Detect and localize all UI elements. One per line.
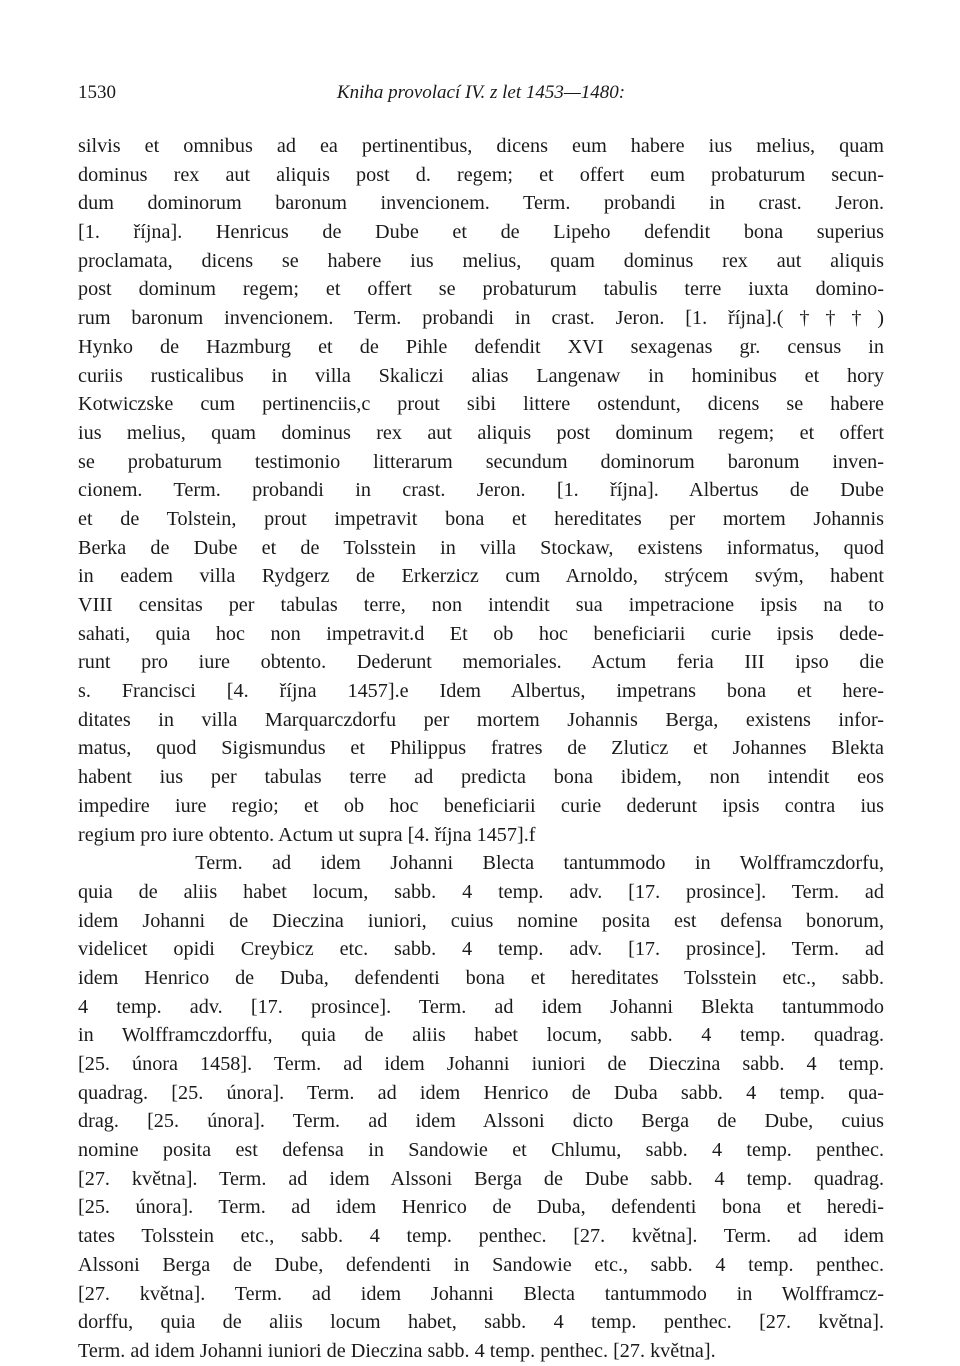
text-line: in Wolfframczdorffu, quia de aliis habet locum, sabb. 4 temp. quadrag. <box>78 1024 884 1047</box>
text-line: 4 temp. adv. [17. prosince]. Term. ad idem Johanni Blekta tantummodo <box>78 995 884 1018</box>
text-line: Term. ad idem Johanni iuniori de Dieczina sabb. 4 temp. penthec. [27. května]. <box>78 1339 716 1362</box>
text-line: sahati, quia hoc non impetravit.d Et ob hoc beneficiarii curie ipsis dede- <box>78 622 884 645</box>
text-line: idem Johanni de Dieczina iuniori, cuius nomine posita est defensa bonorum, <box>78 909 884 932</box>
text-line: Term. ad idem Johanni Blecta tantummodo in Wolfframczdorfu, <box>78 852 884 875</box>
body-text <box>78 132 884 1366</box>
text-line: impedire iure regio; et ob hoc beneficiarii curie dederunt ipsis contra ius <box>78 794 884 817</box>
text-line: runt pro iure obtento. Dederunt memoriales. Actum feria III ipso die <box>78 651 884 674</box>
text-line: proclamata, dicens se habere ius melius, quam dominus rex aut aliquis <box>78 249 884 272</box>
text-line: post dominum regem; et offert se probaturum tabulis terre iuxta domino- <box>78 278 884 301</box>
text-line: Kotwiczske cum pertinenciis,c prout sibi littere ostendunt, dicens se habere <box>78 393 884 416</box>
text-line: drag. [25. února]. Term. ad idem Alssoni dicto Berga de Dube, cuius <box>78 1110 884 1133</box>
text-line: [1. října]. Henricus de Dube et de Lipeho defendit bona superius <box>78 221 884 244</box>
text-line: dorffu, quia de aliis locum habet, sabb. 4 temp. penthec. [27. května]. <box>78 1311 884 1334</box>
text-line: Berka de Dube et de Tolsstein in villa Stockaw, existens informatus, quod <box>78 536 884 559</box>
text-line: Hynko de Hazmburg et de Pihle defendit XVI sexagenas gr. census in <box>78 335 884 358</box>
text-line: se probaturum testimonio litterarum secundum dominorum baronum inven- <box>78 450 884 473</box>
page-header <box>78 82 884 112</box>
text-line: ius melius, quam dominus rex aut aliquis post dominum regem; et offert <box>78 421 884 444</box>
text-line: cionem. Term. probandi in crast. Jeron. [1. října]. Albertus de Dube <box>78 479 884 502</box>
text-line: matus, quod Sigismundus et Philippus fratres de Zluticz et Johannes Blekta <box>78 737 884 760</box>
text-line: tates Tolsstein etc., sabb. 4 temp. penthec. [27. května]. Term. ad idem <box>78 1225 884 1248</box>
text-line: curiis rusticalibus in villa Skaliczi alias Langenaw in hominibus et hory <box>78 364 884 387</box>
text-line: et de Tolstein, prout impetravit bona et hereditates per mortem Johannis <box>78 507 884 530</box>
text-line: [27. května]. Term. ad idem Alssoni Berga de Dube sabb. 4 temp. quadrag. <box>78 1167 884 1190</box>
text-line: videlicet opidi Creybicz etc. sabb. 4 temp. adv. [17. prosince]. Term. ad <box>78 938 884 961</box>
text-line: Alssoni Berga de Dube, defendenti in Sandowie etc., sabb. 4 temp. penthec. <box>78 1253 884 1276</box>
text-line: [27. května]. Term. ad idem Johanni Blecta tantummodo in Wolfframcz- <box>78 1282 884 1305</box>
text-line: [25. února 1458]. Term. ad idem Johanni iuniori de Dieczina sabb. 4 temp. <box>78 1053 884 1075</box>
text-line: quia de aliis habet locum, sabb. 4 temp. adv. [17. prosince]. Term. ad <box>78 880 884 903</box>
text-line: silvis et omnibus ad ea pertinentibus, dicens eum habere ius melius, quam <box>78 135 884 157</box>
text-line: regium pro iure obtento. Actum ut supra [4. října 1457].f <box>78 823 536 846</box>
text-line: in eadem villa Rydgerz de Erkerzicz cum Arnoldo, strýcem svým, habent <box>78 565 884 588</box>
page-number: 1530 <box>78 82 116 103</box>
text-line: habent ius per tabulas terre ad predicta bona ibidem, non intendit eos <box>78 766 884 789</box>
running-title: Kniha provolací IV. z let 1453—1480: <box>336 82 626 103</box>
text-line: idem Henrico de Duba, defendenti bona et hereditates Tolsstein etc., sabb. <box>78 966 884 989</box>
text-line: rum baronum invencionem. Term. probandi in crast. Jeron. [1. října].(†††) <box>78 307 884 330</box>
text-line: nomine posita est defensa in Sandowie et Chlumu, sabb. 4 temp. penthec. <box>78 1139 884 1162</box>
text-line: quadrag. [25. února]. Term. ad idem Henrico de Duba sabb. 4 temp. qua- <box>78 1081 884 1104</box>
text-line: s. Francisci [4. října 1457].e Idem Albertus, impetrans bona et here- <box>78 680 884 703</box>
text-line: [25. února]. Term. ad idem Henrico de Duba, defendenti bona et heredi- <box>78 1196 884 1219</box>
text-line: dum dominorum baronum invencionem. Term. probandi in crast. Jeron. <box>78 192 884 215</box>
text-line: VIII censitas per tabulas terre, non intendit sua impetracione ipsis na to <box>78 594 884 616</box>
text-line: ditates in villa Marquarczdorfu per mortem Johannis Berga, existens infor- <box>78 708 884 731</box>
text-line: dominus rex aut aliquis post d. regem; et offert eum probaturum secun- <box>78 163 884 186</box>
